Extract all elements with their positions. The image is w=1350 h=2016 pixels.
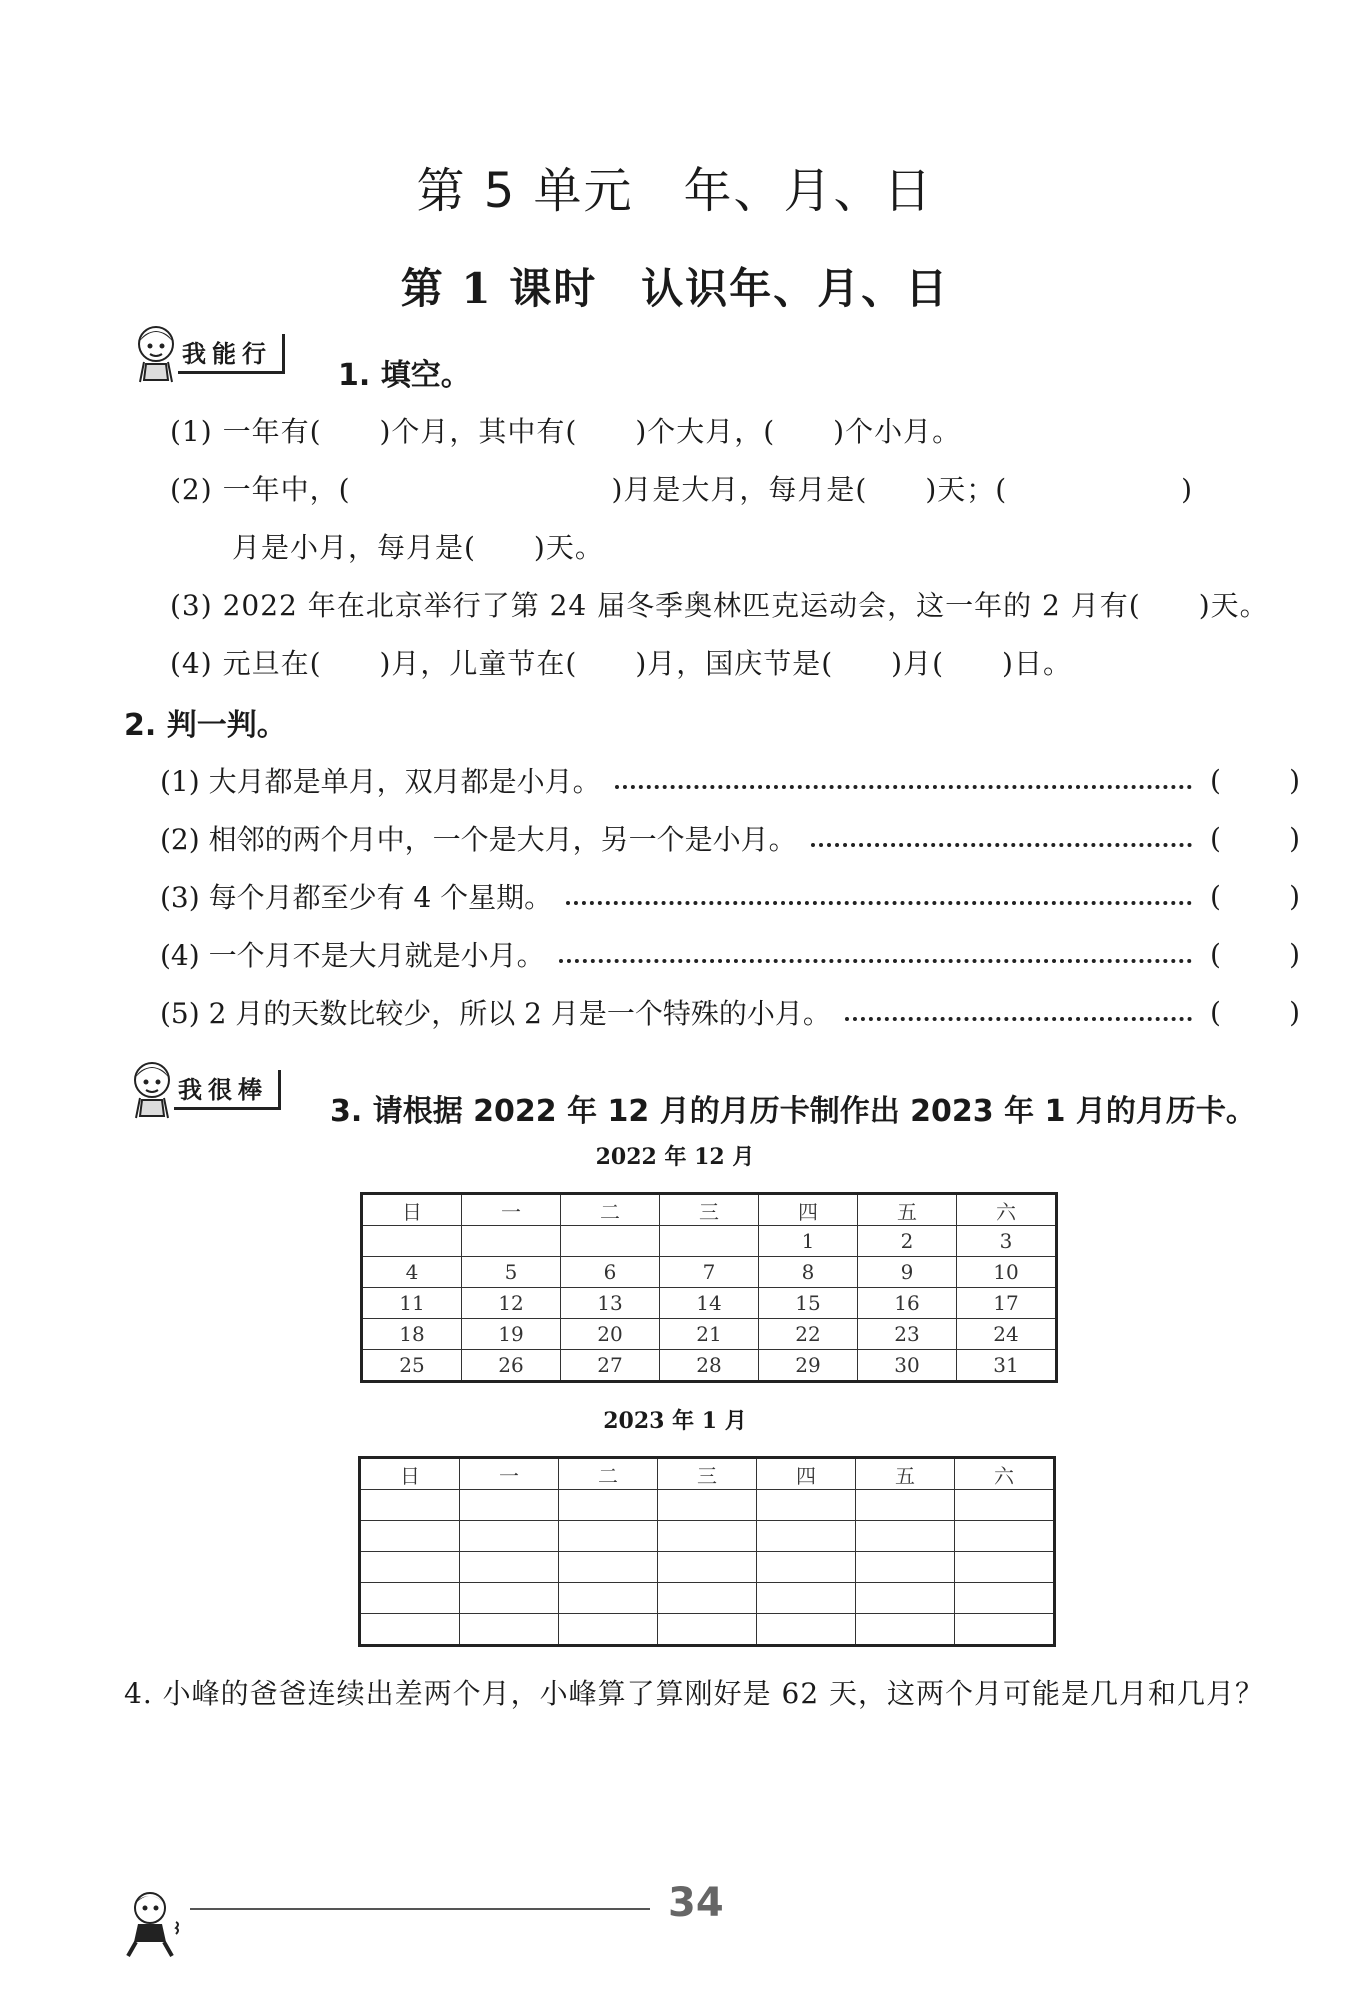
- weekday-header: 四: [759, 1194, 858, 1226]
- judge-item: [160, 818, 1300, 858]
- calendar-day-cell: 4: [362, 1257, 462, 1288]
- badge-label: 我能行: [178, 334, 285, 374]
- calendar-day-cell: 19: [462, 1319, 561, 1350]
- calendar-day-cell[interactable]: [559, 1552, 658, 1583]
- calendar-day-cell[interactable]: [856, 1583, 955, 1614]
- weekday-header: 四: [757, 1458, 856, 1490]
- dotted-leader: [566, 887, 1192, 905]
- calendar-day-cell[interactable]: [658, 1521, 757, 1552]
- q2-title: 2. 判一判。: [124, 708, 287, 743]
- calendar-day-cell[interactable]: [360, 1614, 460, 1646]
- q1-line-4: (4) 元旦在( )月，儿童节在( )月，国庆节是( )月( )日。: [170, 647, 1072, 680]
- badge-great: [124, 1058, 281, 1122]
- calendar-row: [360, 1552, 1055, 1583]
- calendar-day-cell[interactable]: [559, 1614, 658, 1646]
- calendar-day-cell[interactable]: [658, 1614, 757, 1646]
- weekday-header: 二: [559, 1458, 658, 1490]
- calendar-day-cell[interactable]: [757, 1583, 856, 1614]
- judge-item: [160, 760, 1300, 800]
- judge-text: (3) 每个月都至少有 4 个星期。: [160, 881, 553, 914]
- calendar-row: [362, 1288, 1057, 1319]
- weekday-header: 五: [856, 1458, 955, 1490]
- calendar-row: [360, 1521, 1055, 1552]
- weekday-header: 二: [561, 1194, 660, 1226]
- weekday-header: 五: [858, 1194, 957, 1226]
- calendar-day-cell: 14: [660, 1288, 759, 1319]
- calendar-day-cell: 6: [561, 1257, 660, 1288]
- calendar-day-cell[interactable]: [658, 1490, 757, 1521]
- weekday-header: 一: [462, 1194, 561, 1226]
- calendar-day-cell[interactable]: [856, 1521, 955, 1552]
- calendar-day-cell[interactable]: [658, 1583, 757, 1614]
- calendar-day-cell: 26: [462, 1350, 561, 1382]
- judge-text: (4) 一个月不是大月就是小月。: [160, 939, 545, 972]
- weekday-header: 三: [658, 1458, 757, 1490]
- judge-item: [160, 876, 1300, 916]
- calendar-day-cell: 2: [858, 1226, 957, 1257]
- calendar-day-cell[interactable]: [658, 1552, 757, 1583]
- weekday-header: 六: [957, 1194, 1057, 1226]
- footer-rule: [190, 1908, 650, 1910]
- unit-title: 第 5 单元 年、月、日: [416, 163, 934, 219]
- calendar-2022-12: [360, 1192, 1058, 1383]
- calendar-caption-2022-12: 2022 年 12 月: [595, 1144, 755, 1170]
- lesson-title: 第 1 课时 认识年、月、日: [400, 264, 950, 313]
- calendar-day-cell: 27: [561, 1350, 660, 1382]
- calendar-day-cell[interactable]: [460, 1614, 559, 1646]
- judge-text: (2) 相邻的两个月中，一个是大月，另一个是小月。: [160, 823, 797, 856]
- judge-item: [160, 992, 1300, 1032]
- calendar-day-cell: 30: [858, 1350, 957, 1382]
- calendar-day-cell: 8: [759, 1257, 858, 1288]
- calendar-day-cell[interactable]: [757, 1552, 856, 1583]
- mascot-boy-icon: [118, 1888, 188, 1960]
- calendar-row: [360, 1490, 1055, 1521]
- judge-text: (5) 2 月的天数比较少，所以 2 月是一个特殊的小月。: [160, 997, 831, 1030]
- judge-item: [160, 934, 1300, 974]
- calendar-day-cell[interactable]: [559, 1521, 658, 1552]
- calendar-day-cell[interactable]: [360, 1583, 460, 1614]
- calendar-day-cell[interactable]: [757, 1521, 856, 1552]
- calendar-day-cell[interactable]: [460, 1583, 559, 1614]
- calendar-day-cell[interactable]: [460, 1521, 559, 1552]
- badge-label: 我很棒: [174, 1070, 281, 1110]
- calendar-header-row: [360, 1458, 1055, 1490]
- calendar-day-cell: 29: [759, 1350, 858, 1382]
- mascot-girl-icon: [124, 1058, 180, 1122]
- calendar-day-cell[interactable]: [955, 1614, 1055, 1646]
- calendar-day-cell: 11: [362, 1288, 462, 1319]
- weekday-header: 三: [660, 1194, 759, 1226]
- weekday-header: 一: [460, 1458, 559, 1490]
- dotted-leader: [811, 829, 1192, 847]
- answer-blank[interactable]: ( ): [1210, 821, 1300, 855]
- calendar-day-cell[interactable]: [559, 1490, 658, 1521]
- q3-title: 3. 请根据 2022 年 12 月的月历卡制作出 2023 年 1 月的月历卡。: [330, 1094, 1256, 1129]
- calendar-day-cell[interactable]: [856, 1552, 955, 1583]
- calendar-day-cell[interactable]: [360, 1521, 460, 1552]
- judge-text: (1) 大月都是单月，双月都是小月。: [160, 765, 601, 798]
- calendar-day-cell: [660, 1226, 759, 1257]
- answer-blank[interactable]: ( ): [1210, 995, 1300, 1029]
- q1-title: 1. 填空。: [338, 358, 471, 393]
- calendar-day-cell: 25: [362, 1350, 462, 1382]
- calendar-day-cell[interactable]: [955, 1490, 1055, 1521]
- calendar-day-cell[interactable]: [757, 1614, 856, 1646]
- calendar-day-cell[interactable]: [360, 1490, 460, 1521]
- badge-i-can: [128, 322, 285, 386]
- calendar-row: [362, 1319, 1057, 1350]
- mascot-girl-icon: [128, 322, 184, 386]
- calendar-day-cell[interactable]: [856, 1490, 955, 1521]
- calendar-day-cell: 16: [858, 1288, 957, 1319]
- calendar-day-cell: [561, 1226, 660, 1257]
- calendar-day-cell: 5: [462, 1257, 561, 1288]
- q4-title: 4. 小峰的爸爸连续出差两个月，小峰算了算刚好是 62 天，这两个月可能是几月和几月？: [124, 1677, 1265, 1710]
- calendar-day-cell: 17: [957, 1288, 1057, 1319]
- calendar-day-cell: 1: [759, 1226, 858, 1257]
- calendar-day-cell: 9: [858, 1257, 957, 1288]
- q1-line-1: (1) 一年有( )个月，其中有( )个大月，( )个小月。: [170, 415, 962, 448]
- calendar-day-cell: 18: [362, 1319, 462, 1350]
- weekday-header: 日: [362, 1194, 462, 1226]
- calendar-day-cell[interactable]: [559, 1583, 658, 1614]
- calendar-day-cell[interactable]: [360, 1552, 460, 1583]
- answer-blank[interactable]: ( ): [1210, 879, 1300, 913]
- calendar-day-cell[interactable]: [856, 1614, 955, 1646]
- calendar-day-cell: 13: [561, 1288, 660, 1319]
- q1-line-2b: 月是小月，每月是( )天。: [232, 531, 604, 564]
- weekday-header: 六: [955, 1458, 1055, 1490]
- calendar-day-cell: 10: [957, 1257, 1057, 1288]
- calendar-day-cell: 20: [561, 1319, 660, 1350]
- calendar-2023-01: [358, 1456, 1056, 1647]
- calendar-row: [360, 1583, 1055, 1614]
- calendar-day-cell: 12: [462, 1288, 561, 1319]
- calendar-day-cell: [362, 1226, 462, 1257]
- page-number: 34: [668, 1880, 724, 1926]
- calendar-day-cell[interactable]: [955, 1583, 1055, 1614]
- calendar-row: [362, 1350, 1057, 1382]
- calendar-day-cell[interactable]: [460, 1490, 559, 1521]
- calendar-day-cell: 23: [858, 1319, 957, 1350]
- calendar-day-cell[interactable]: [955, 1552, 1055, 1583]
- dotted-leader: [845, 1003, 1192, 1021]
- calendar-day-cell: 28: [660, 1350, 759, 1382]
- q1-line-3: (3) 2022 年在北京举行了第 24 届冬季奥林匹克运动会，这一年的 2 月有( )天。: [170, 589, 1269, 622]
- calendar-day-cell: 7: [660, 1257, 759, 1288]
- calendar-day-cell[interactable]: [955, 1521, 1055, 1552]
- calendar-row: [362, 1257, 1057, 1288]
- calendar-day-cell[interactable]: [460, 1552, 559, 1583]
- dotted-leader: [559, 945, 1192, 963]
- calendar-day-cell: 22: [759, 1319, 858, 1350]
- calendar-day-cell: [462, 1226, 561, 1257]
- calendar-day-cell: 24: [957, 1319, 1057, 1350]
- calendar-day-cell: 31: [957, 1350, 1057, 1382]
- answer-blank[interactable]: ( ): [1210, 763, 1300, 797]
- calendar-row: [362, 1226, 1057, 1257]
- calendar-day-cell[interactable]: [757, 1490, 856, 1521]
- calendar-day-cell: 21: [660, 1319, 759, 1350]
- dotted-leader: [615, 771, 1192, 789]
- q1-line-2a: (2) 一年中，( )月是大月，每月是( )天；( ): [170, 473, 1194, 506]
- calendar-header-row: [362, 1194, 1057, 1226]
- calendar-caption-2023-01: 2023 年 1 月: [603, 1408, 747, 1434]
- calendar-row: [360, 1614, 1055, 1646]
- calendar-day-cell: 15: [759, 1288, 858, 1319]
- calendar-day-cell: 3: [957, 1226, 1057, 1257]
- weekday-header: 日: [360, 1458, 460, 1490]
- answer-blank[interactable]: ( ): [1210, 937, 1300, 971]
